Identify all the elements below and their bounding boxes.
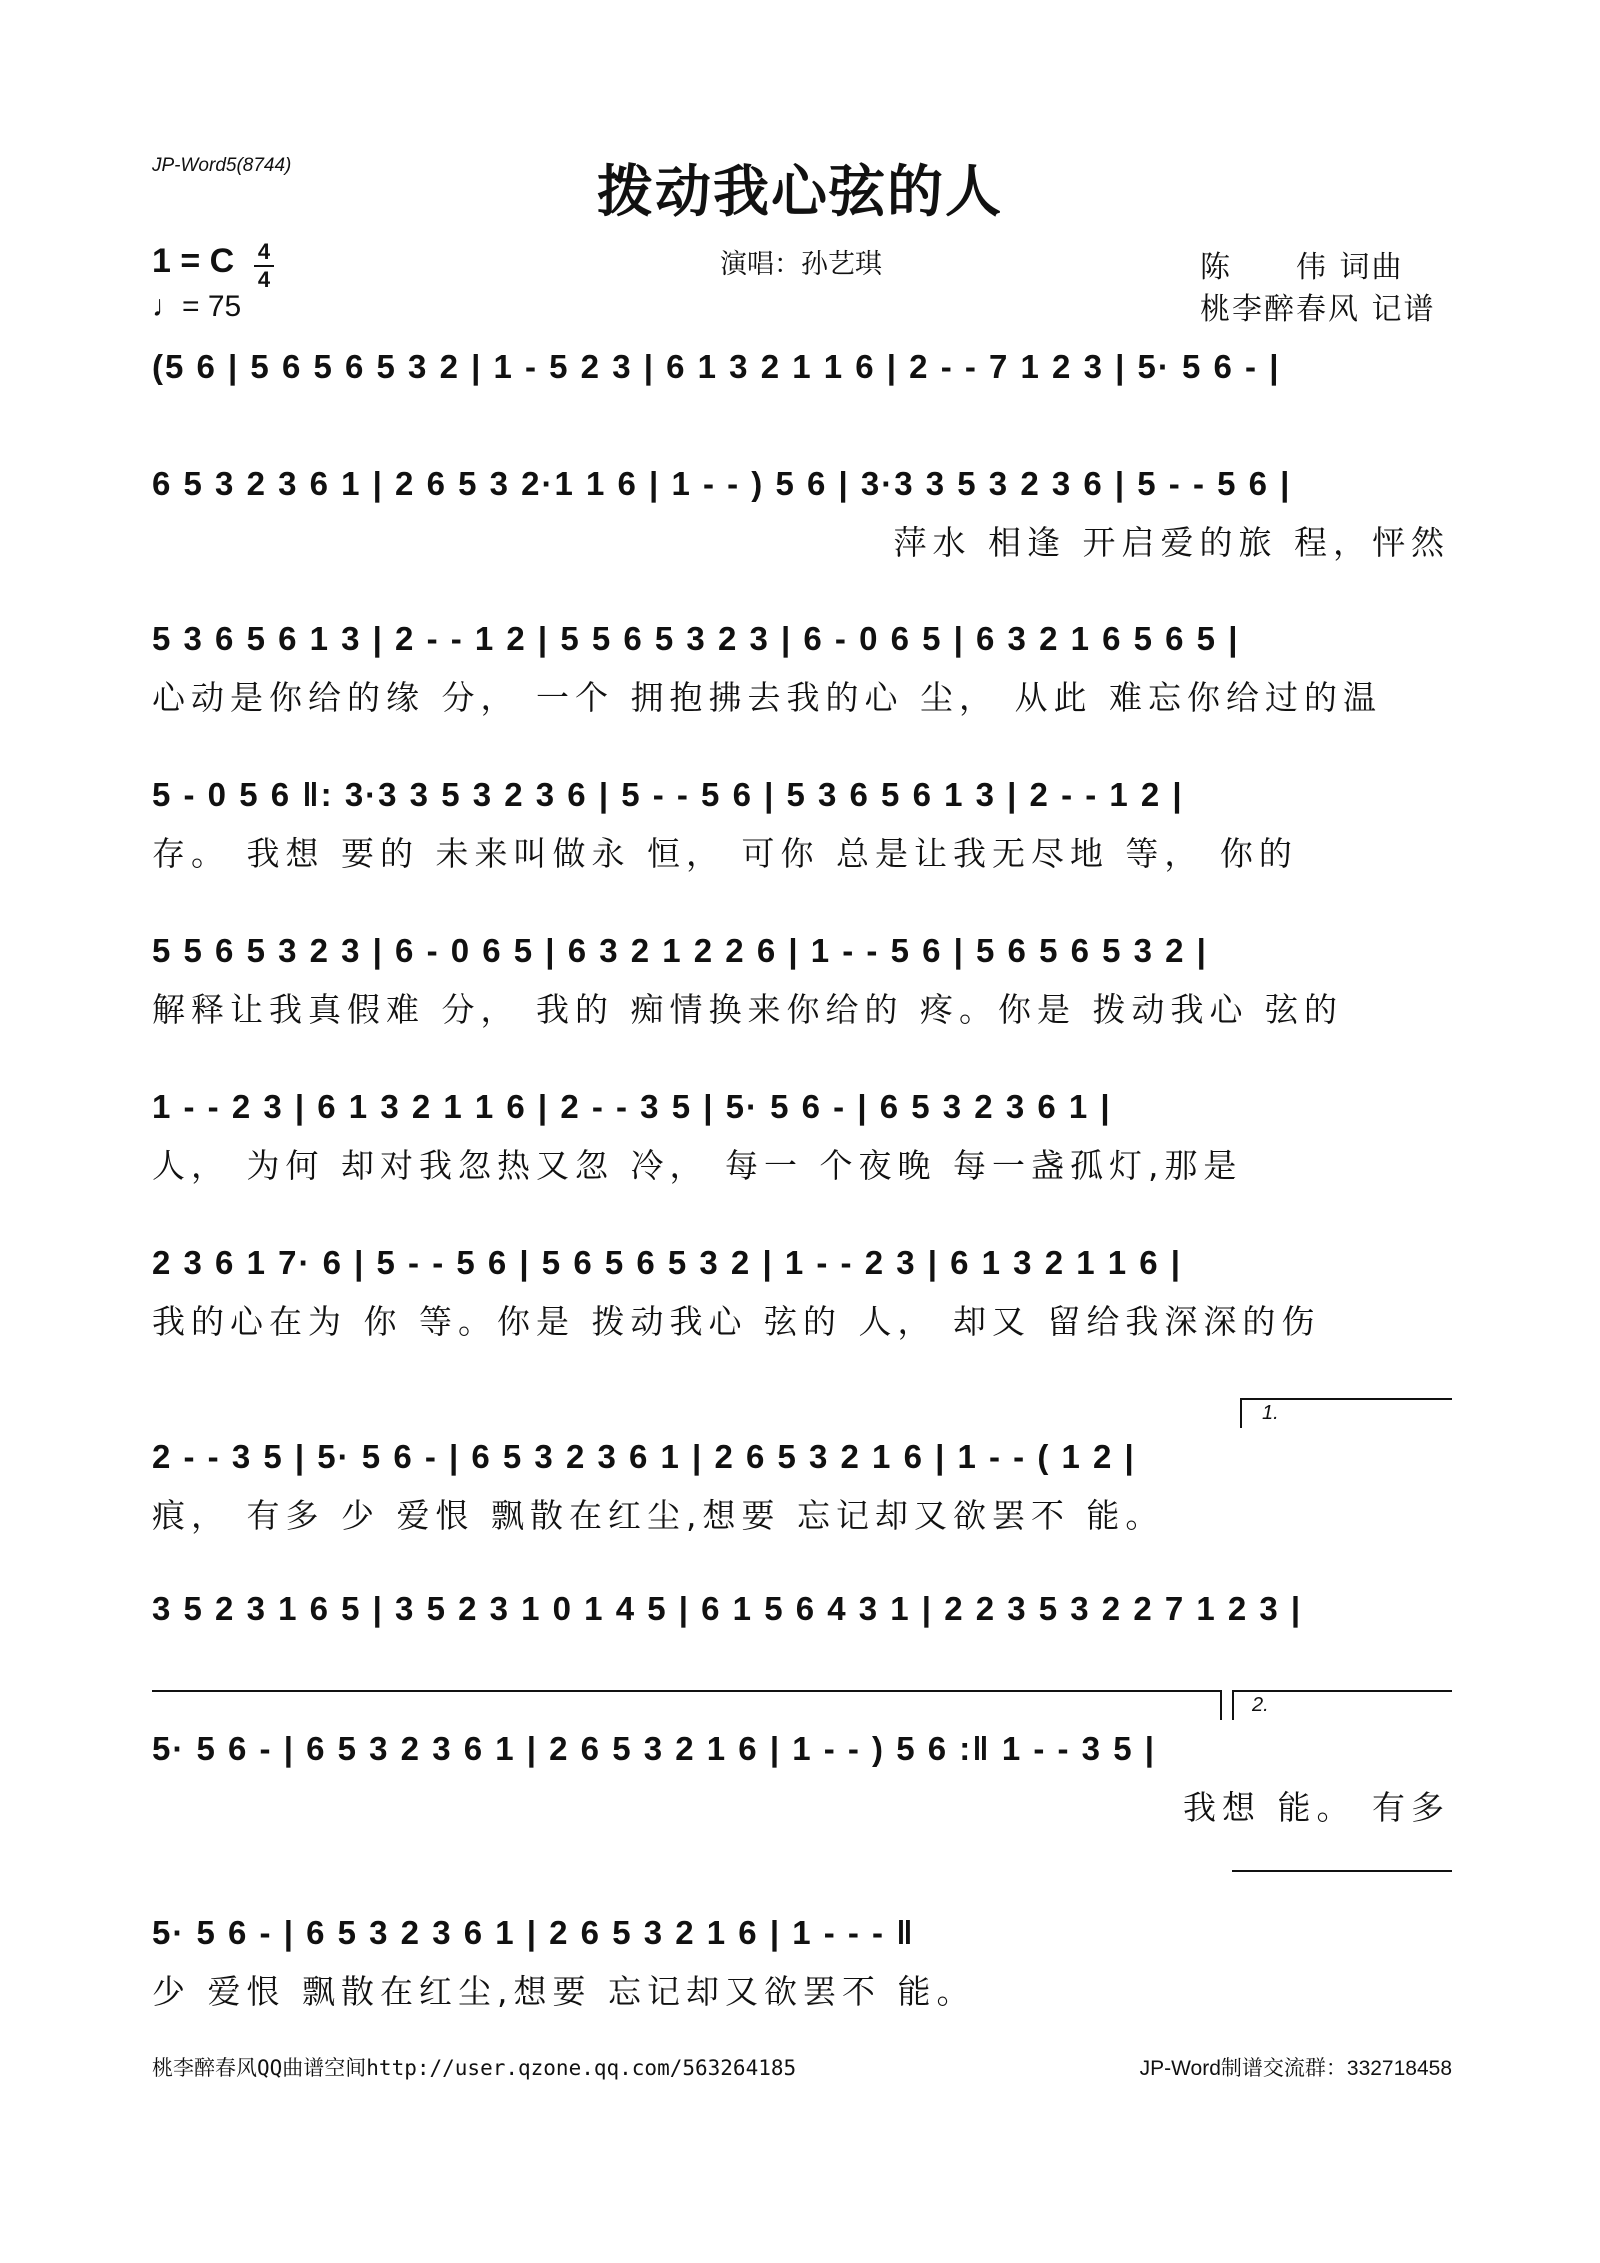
lyric-line-10: 我想 能。 有多 [1183, 1788, 1450, 1827]
singer-credit: 演唱：孙艺琪 [720, 249, 882, 280]
lyric-line-11: 少 爱恨 飘散在红尘,想要 忘记却又欲罢不 能。 [152, 1972, 976, 2011]
final-bracket-top [1232, 1870, 1452, 1872]
notation-line-3: 5 3 6 5 6 1 3 | 2 - - 1 2 | 5 5 6 5 3 2 3 | 6 - 0 6 5 | 6 3 2 1 6 5 6 5 | [152, 620, 1240, 657]
notation-line-9: 3 5 2 3 1 6 5 | 3 5 2 3 1 0 1 4 5 | 6 1 5 6 4 3 1 | 2 2 3 5 3 2 2 7 1 2 3 | [152, 1590, 1303, 1627]
lyric-line-7: 我的心在为 你 等。你是 拨动我心 弦的 人， 却又 留给我深深的伤 [152, 1302, 1321, 1341]
lyric-line-3: 心动是你给的缘 分， 一个 拥抱拂去我的心 尘， 从此 难忘你给过的温 [152, 678, 1382, 717]
lyric-line-2: 萍水 相逢 开启爱的旅 程，怦然 [893, 523, 1450, 562]
notation-line-1: (5 6 | 5 6 5 6 5 3 2 | 1 - 5 2 3 | 6 1 3 2 1 1 6 | 2 - - 7 1 2 3 | 5· 5 6 - | [152, 348, 1281, 385]
software-label: JP-Word5(8744) [152, 155, 292, 176]
notation-line-7: 2 3 6 1 7· 6 | 5 - - 5 6 | 5 6 5 6 5 3 2 | 1 - - 2 3 | 6 1 3 2 1 1 6 | [152, 1244, 1183, 1281]
volta-bracket-2-edge [1232, 1690, 1234, 1720]
tempo-marking: ♩= 75 [152, 290, 242, 323]
volta-label-2: 2. [1252, 1694, 1269, 1716]
key-signature: 1 = C [152, 242, 235, 280]
volta-bracket-1 [1240, 1398, 1452, 1400]
lyric-line-5: 解释让我真假难 分， 我的 痴情换来你给的 疼。你是 拨动我心 弦的 [152, 990, 1343, 1029]
repeat-bracket-top [152, 1690, 1220, 1692]
author-credit: 陈 伟 词曲 [1200, 250, 1404, 285]
lyric-line-8: 痕， 有多 少 爱恨 飘散在红尘,想要 忘记却又欲罢不 能。 [152, 1496, 1165, 1535]
time-signature [254, 240, 274, 292]
lyric-line-6: 人， 为何 却对我忽热又忽 冷， 每一 个夜晚 每一盏孤灯,那是 [152, 1146, 1243, 1185]
notation-line-2: 6 5 3 2 3 6 1 | 2 6 5 3 2·1 1 6 | 1 - - ) 5 6 | 3·3 3 5 3 2 3 6 | 5 - - 5 6 | [152, 465, 1292, 502]
lyric-line-4: 存。 我想 要的 未来叫做永 恒， 可你 总是让我无尽地 等， 你的 [152, 834, 1298, 873]
meter-top: 4 [257, 239, 271, 264]
footer-group: JP-Word制谱交流群：332718458 [1139, 2057, 1452, 2080]
notation-line-6: 1 - - 2 3 | 6 1 3 2 1 1 6 | 2 - - 3 5 | 5· 5 6 - | 6 5 3 2 3 6 1 | [152, 1088, 1112, 1125]
recorder-credit: 桃李醉春风 记谱 [1200, 292, 1436, 327]
volta-bracket-2 [1232, 1690, 1452, 1692]
notation-line-8: 2 - - 3 5 | 5· 5 6 - | 6 5 3 2 3 6 1 | 2 6 5 3 2 1 6 | 1 - - ( 1 2 | [152, 1438, 1136, 1475]
notation-line-11: 5· 5 6 - | 6 5 3 2 3 6 1 | 2 6 5 3 2 1 6 | 1 - - - ‖ [152, 1914, 915, 1951]
volta-bracket-1-edge [1240, 1398, 1242, 1428]
repeat-bracket-edge [1220, 1690, 1222, 1720]
notation-line-4: 5 - 0 5 6 ‖: 3·3 3 5 3 2 3 6 | 5 - - 5 6 | 5 3 6 5 6 1 3 | 2 - - 1 2 | [152, 776, 1184, 813]
notation-line-5: 5 5 6 5 3 2 3 | 6 - 0 6 5 | 6 3 2 1 2 2 6 | 1 - - 5 6 | 5 6 5 6 5 3 2 | [152, 932, 1208, 969]
footer-source: 桃李醉春风QQ曲谱空间http://user.qzone.qq.com/563264185 [152, 2056, 797, 2080]
song-title: 拨动我心弦的人 [597, 160, 1003, 225]
notation-line-10: 5· 5 6 - | 6 5 3 2 3 6 1 | 2 6 5 3 2 1 6 | 1 - - ) 5 6 :‖ 1 - - 3 5 | [152, 1730, 1156, 1767]
volta-label-1: 1. [1262, 1402, 1279, 1424]
meter-bottom: 4 [257, 267, 271, 292]
